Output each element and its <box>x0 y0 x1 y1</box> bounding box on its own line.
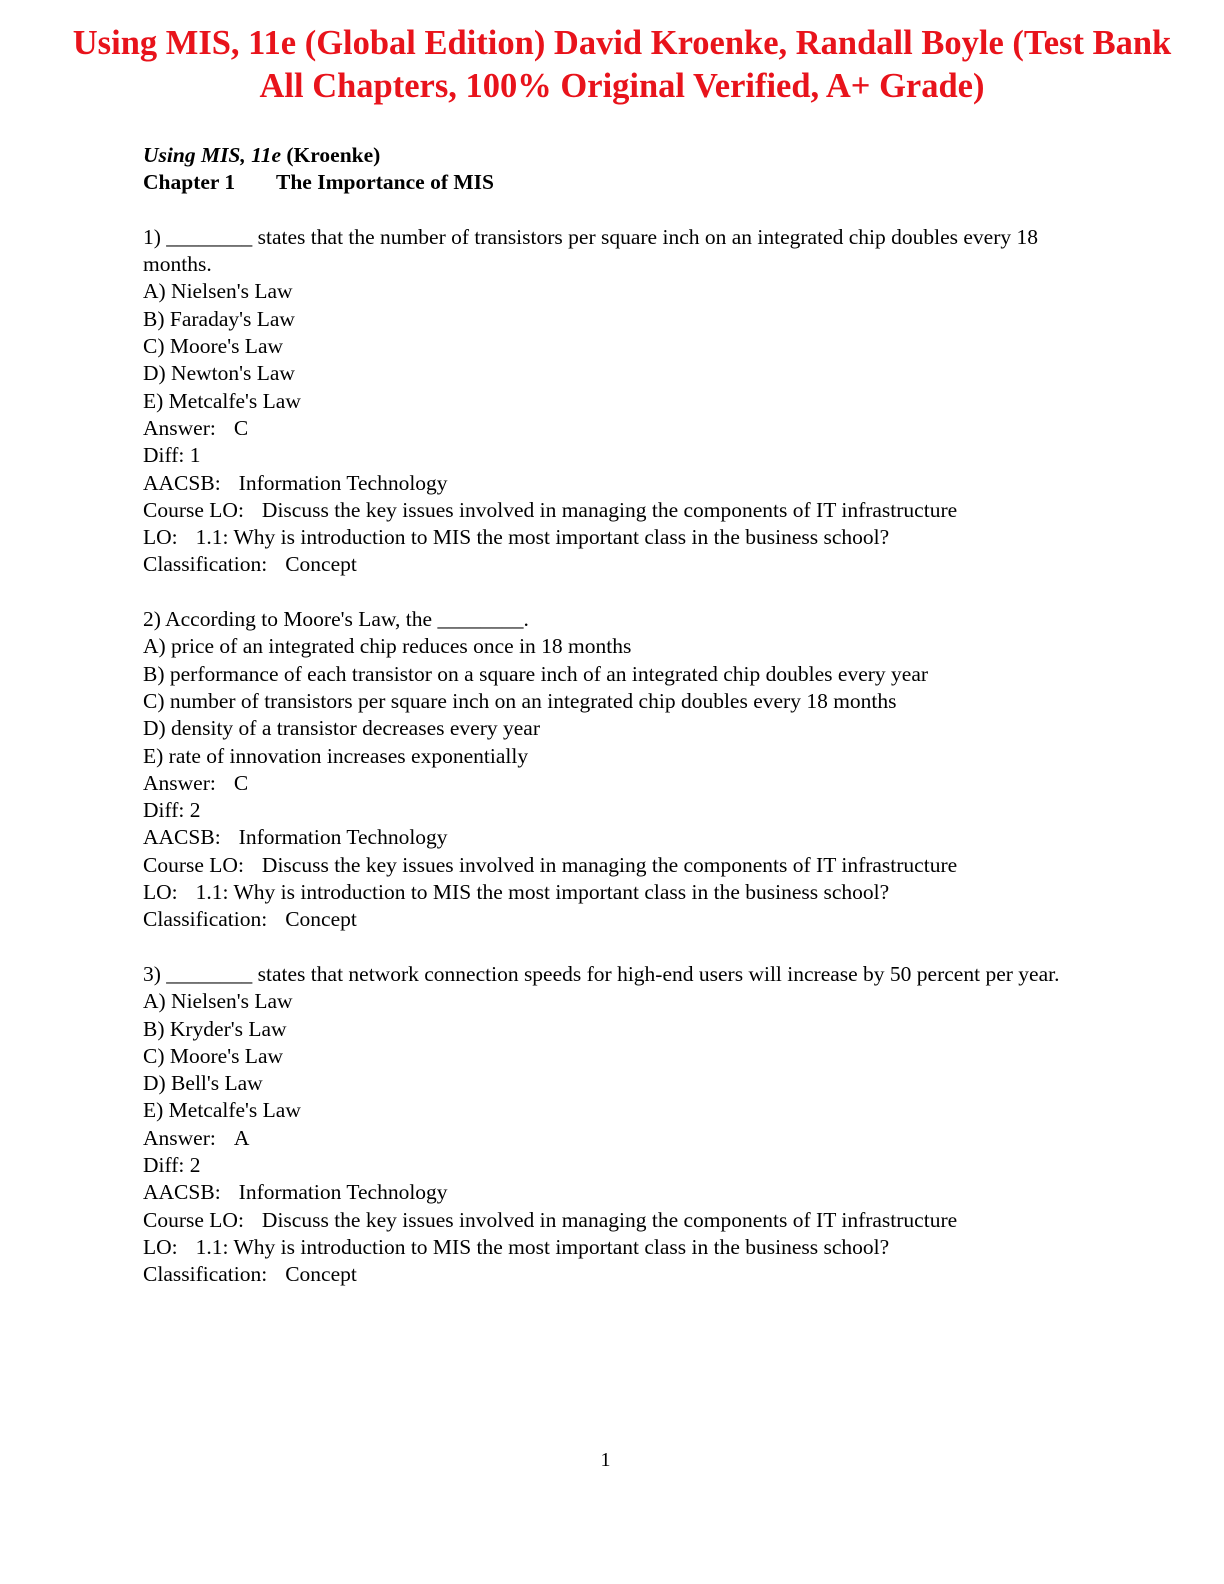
page-number: 1 <box>600 1449 611 1471</box>
aacsb-line <box>143 1179 1143 1206</box>
course-lo-value: Discuss the key issues involved in managing the components of IT infrastructure <box>261 497 958 522</box>
option-c: C) Moore's Law <box>143 1043 284 1068</box>
question-3 <box>143 961 1143 1289</box>
answer-label: Answer: <box>143 1125 216 1150</box>
lo-line <box>143 524 1143 551</box>
answer-line <box>143 770 1143 797</box>
option-d: D) Newton's Law <box>143 361 295 386</box>
course-lo-value: Discuss the key issues involved in managing the components of IT infrastructure <box>261 1207 958 1232</box>
question-stem: 1) ________ states that the number of transistors per square inch on an integrated chip doubles every 18 months. <box>143 224 1039 277</box>
option-a: A) Nielsen's Law <box>143 279 293 304</box>
classification-line <box>143 1261 1143 1288</box>
course-lo-label: Course LO: <box>143 852 244 877</box>
aacsb-value: Information Technology <box>238 825 448 850</box>
option-e: E) Metcalfe's Law <box>143 1098 301 1123</box>
answer-value: A <box>233 1125 250 1150</box>
difficulty: Diff: 2 <box>143 1152 201 1177</box>
lo-value: 1.1: Why is introduction to MIS the most important class in the business school? <box>195 1234 890 1259</box>
option-b: B) performance of each transistor on a square inch of an integrated chip doubles every year <box>143 661 929 686</box>
answer-label: Answer: <box>143 770 216 795</box>
option-e: E) rate of innovation increases exponentially <box>143 743 529 768</box>
question-stem: 3) ________ states that network connection speeds for high-end users will increase by 50 percent per year. <box>143 961 1060 986</box>
classification-label: Classification: <box>143 907 268 932</box>
chapter-title: The Importance of MIS <box>276 170 494 195</box>
course-lo-line <box>143 497 1143 524</box>
option-c: C) number of transistors per square inch on an integrated chip doubles every 18 months <box>143 688 897 713</box>
book-heading <box>143 142 1143 169</box>
aacsb-line <box>143 824 1143 851</box>
classification-line <box>143 906 1143 933</box>
answer-label: Answer: <box>143 415 216 440</box>
question-1 <box>143 224 1143 579</box>
classification-value: Concept <box>285 907 357 932</box>
difficulty: Diff: 1 <box>143 443 201 468</box>
lo-label: LO: <box>143 880 178 905</box>
aacsb-value: Information Technology <box>238 1180 448 1205</box>
question-2 <box>143 606 1143 934</box>
option-a: A) Nielsen's Law <box>143 989 293 1014</box>
lo-label: LO: <box>143 1234 178 1259</box>
course-lo-label: Course LO: <box>143 1207 244 1232</box>
lo-label: LO: <box>143 525 178 550</box>
aacsb-label: AACSB: <box>143 825 221 850</box>
difficulty: Diff: 2 <box>143 798 201 823</box>
book-author: (Kroenke) <box>286 143 381 167</box>
option-c: C) Moore's Law <box>143 334 284 359</box>
document-body <box>143 142 1143 1288</box>
aacsb-label: AACSB: <box>143 470 221 495</box>
course-lo-value: Discuss the key issues involved in managing the components of IT infrastructure <box>261 852 958 877</box>
answer-line <box>143 415 1143 442</box>
lo-line <box>143 1234 1143 1261</box>
lo-value: 1.1: Why is introduction to MIS the most important class in the business school? <box>195 880 890 905</box>
chapter-heading <box>143 169 1143 196</box>
option-e: E) Metcalfe's Law <box>143 388 301 413</box>
classification-label: Classification: <box>143 1262 268 1287</box>
answer-value: C <box>233 770 249 795</box>
lo-line <box>143 879 1143 906</box>
course-lo-label: Course LO: <box>143 497 244 522</box>
classification-line <box>143 551 1143 578</box>
option-b: B) Faraday's Law <box>143 306 295 331</box>
option-d: D) density of a transistor decreases every year <box>143 716 540 741</box>
lo-value: 1.1: Why is introduction to MIS the most important class in the business school? <box>195 525 890 550</box>
book-title: Using MIS, 11e <box>143 143 281 167</box>
answer-value: C <box>233 415 249 440</box>
course-lo-line <box>143 852 1143 879</box>
aacsb-line <box>143 470 1143 497</box>
classification-value: Concept <box>285 1262 357 1287</box>
option-b: B) Kryder's Law <box>143 1016 287 1041</box>
answer-line <box>143 1125 1143 1152</box>
option-d: D) Bell's Law <box>143 1071 263 1096</box>
question-stem: 2) According to Moore's Law, the ________. <box>143 607 529 632</box>
classification-value: Concept <box>285 552 357 577</box>
aacsb-label: AACSB: <box>143 1180 221 1205</box>
document-banner-title: Using MIS, 11e (Global Edition) David Kroenke, Randall Boyle (Test Bank All Chapters, 100% Original Verified, A+ Grade) <box>72 24 1172 105</box>
option-a: A) price of an integrated chip reduces once in 18 months <box>143 634 632 659</box>
aacsb-value: Information Technology <box>238 470 448 495</box>
course-lo-line <box>143 1207 1143 1234</box>
classification-label: Classification: <box>143 552 268 577</box>
chapter-number: Chapter 1 <box>143 170 236 195</box>
